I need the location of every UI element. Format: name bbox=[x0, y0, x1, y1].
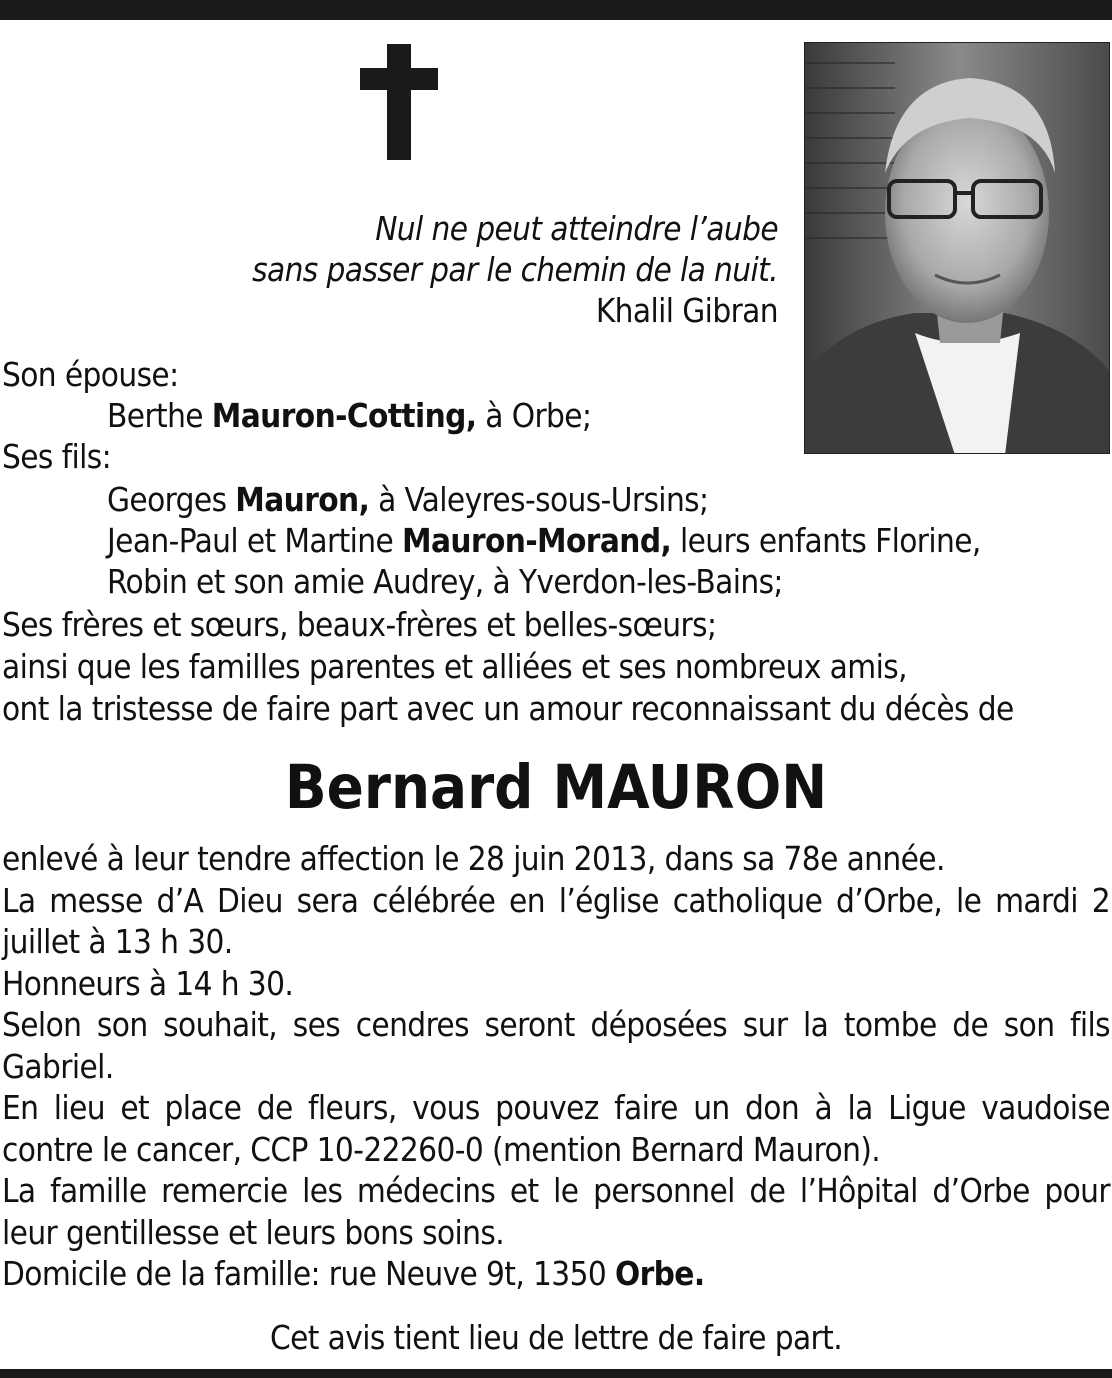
spouse-line: Berthe Mauron-Cotting, à Orbe; bbox=[107, 396, 592, 435]
details-block bbox=[2, 838, 1110, 1295]
detail-paragraph: enlevé à leur tendre affection le 28 juin 2013, dans sa 78e année. bbox=[2, 839, 945, 878]
detail-paragraph: La messe d’A Dieu sera célébrée en l’église catholique d’Orbe, le mardi 2 juillet à 13 h 30. bbox=[2, 880, 1110, 961]
detail-paragraph: Honneurs à 14 h 30. bbox=[2, 963, 294, 1003]
quote-line-1: Nul ne peut atteindre l’aube bbox=[375, 209, 778, 248]
detail-paragraph: Selon son souhait, ses cendres seront déposées sur la tombe de son fils Gabriel. bbox=[2, 1005, 1110, 1086]
bottom-rule bbox=[0, 1369, 1112, 1378]
siblings-line: Ses frères et sœurs, beaux-frères et belles-sœurs; bbox=[2, 605, 717, 644]
footer-note: Cet avis tient lieu de lettre de faire part. bbox=[269, 1318, 843, 1357]
cross-icon bbox=[360, 44, 438, 160]
deceased-name: Bernard MAURON bbox=[284, 752, 828, 823]
quote-line-2: sans passer par le chemin de la nuit. bbox=[252, 250, 778, 289]
top-rule bbox=[0, 0, 1112, 20]
detail-paragraph: La famille remercie les médecins et le personnel de l’Hôpital d’Orbe pour leur gentillesse et leurs bons soins. bbox=[2, 1171, 1110, 1252]
detail-paragraph: En lieu et place de fleurs, vous pouvez faire un don à la Ligue vaudoise contre le cancer, CCP 10-22260-0 (mention Bernard Mauron). bbox=[2, 1088, 1110, 1169]
epigraph-quote bbox=[252, 208, 778, 331]
son-line-2-cont: Robin et son amie Audrey, à Yverdon-les-Bains; bbox=[107, 562, 783, 601]
sons-heading: Ses fils: bbox=[2, 437, 112, 476]
address-line: Domicile de la famille: rue Neuve 9t, 1350 Orbe. bbox=[2, 1254, 705, 1293]
announce-line: ont la tristesse de faire part avec un amour reconnaissant du décès de bbox=[2, 689, 1014, 728]
son-line-2: Jean-Paul et Martine Mauron-Morand, leurs enfants Florine, bbox=[107, 521, 981, 560]
relatives-line: ainsi que les familles parentes et alliées et ses nombreux amis, bbox=[2, 647, 907, 686]
spouse-heading: Son épouse: bbox=[2, 355, 179, 394]
portrait-photo bbox=[804, 42, 1110, 454]
son-line-1: Georges Mauron, à Valeyres-sous-Ursins; bbox=[107, 480, 709, 519]
quote-author: Khalil Gibran bbox=[595, 291, 778, 330]
